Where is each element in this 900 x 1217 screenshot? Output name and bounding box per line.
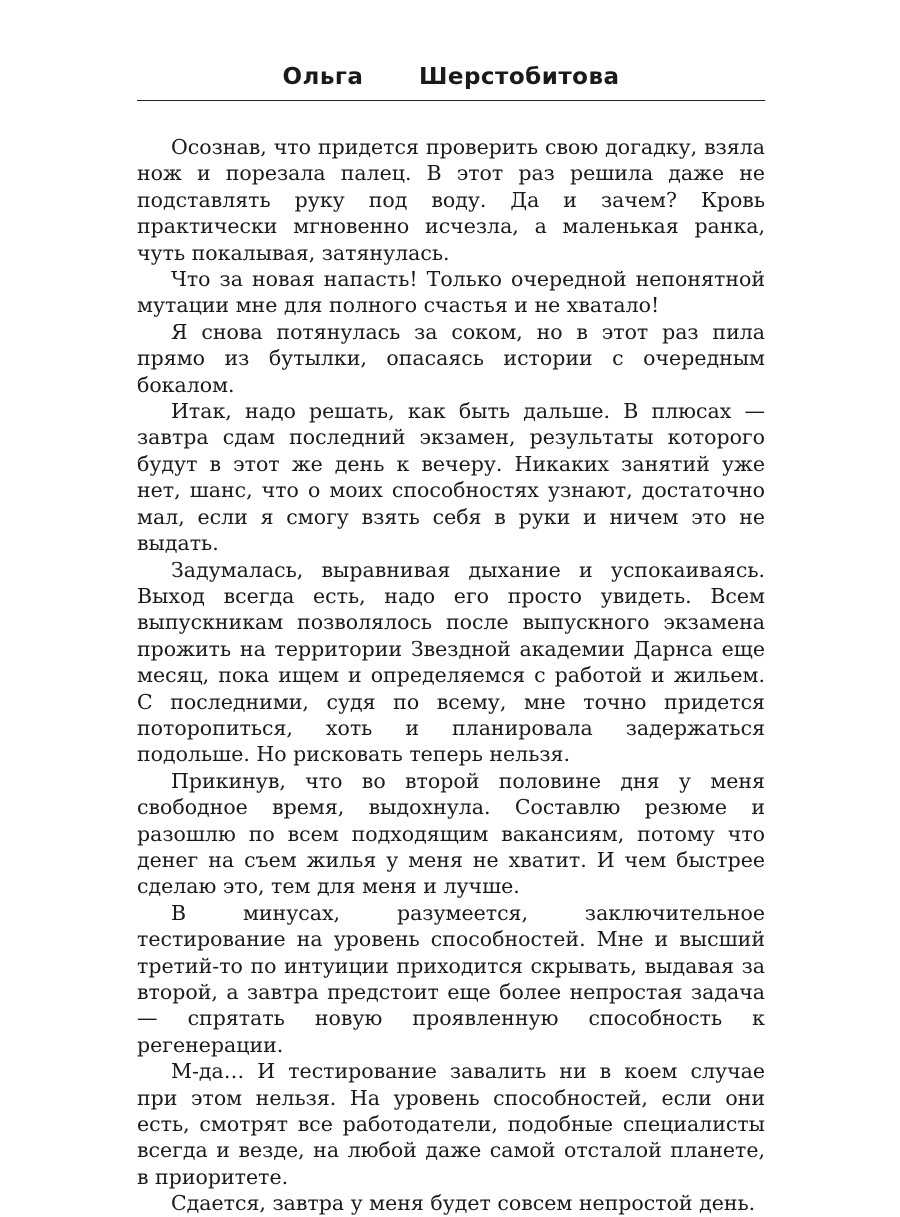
- paragraph: Я снова потянулась за соком, но в этот раз пила прямо из бутылки, опасаясь истории с очередным бокалом.: [137, 319, 765, 397]
- running-header-author: Ольга Шерстобитова: [282, 64, 620, 90]
- body-text: [137, 134, 765, 1217]
- paragraph: Прикинув, что во второй половине дня у меня свободное время, выдохнула. Составлю резюме и разошлю по всем подходящим вакансиям, потому что денег на съем жилья у меня не хватит. И чем быстрее сделаю это, тем для меня и лучше.: [137, 768, 765, 899]
- paragraph: Сдается, завтра у меня будет совсем непростой день.: [171, 1191, 756, 1216]
- paragraph: Задумалась, выравнивая дыхание и успокаиваясь. Выход всегда есть, надо его просто увидеть. Всем выпускникам позволялось после выпускного экзамена прожить на территории Звездной академии Дарнса еще месяц, пока ищем и определяемся с работой и жильем. С последними, судя по всему, мне точно придется поторопиться, хоть и планировала задержаться подольше. Но рисковать теперь нельзя.: [137, 557, 765, 767]
- paragraph: Осознав, что придется проверить свою догадку, взяла нож и порезала палец. В этот раз решила даже не подставлять руку под воду. Да и зачем? Кровь практически мгновенно исчезла, а маленькая ранка, чуть покалывая, затянулась.: [137, 135, 765, 265]
- paragraph: Что за новая напасть! Только очередной непонятной мутации мне для полного счастья и не хватало!: [137, 267, 765, 318]
- paragraph: М-да… И тестирование завалить ни в коем случае при этом нельзя. На уровень способностей, если они есть, смотрят все работодатели, подобные специалисты всегда и везде, на любой даже самой отсталой планете, в приоритете.: [137, 1059, 765, 1189]
- paragraph: Итак, надо решать, как быть дальше. В плюсах — завтра сдам последний экзамен, результаты которого будут в этот же день к вечеру. Никаких занятий уже нет, шанс, что о моих способностях узнают, достаточно мал, если я смогу взять себя в руки и ничем это не выдать.: [137, 399, 765, 556]
- header-rule: [137, 100, 765, 101]
- paragraph: В минусах, разумеется, заключительное тестирование на уровень способностей. Мне и высший третий-то по интуиции приходится скрывать, выдавая за второй, а завтра предстоит еще более непростая задача — спрятать новую проявленную способность к регенерации.: [137, 900, 765, 1057]
